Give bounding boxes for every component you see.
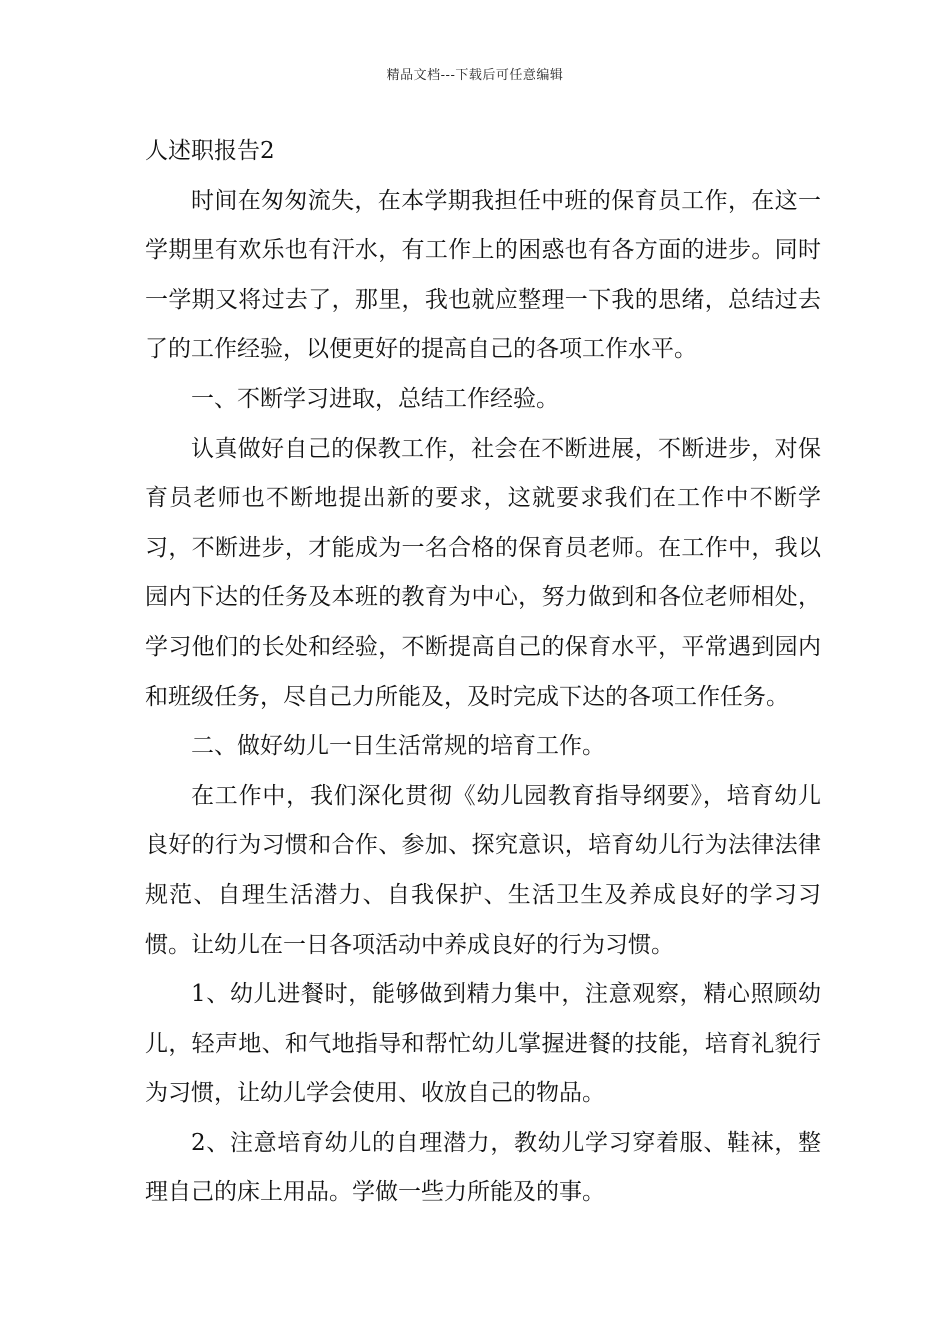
paragraph-section-1: 认真做好自己的保教工作，社会在不断进展，不断进步，对保育员老师也不断地提出新的要求，这就要求我们在工作中不断学习，不断进步，才能成为一名合格的保育员老师。在工作中，我以园内下达的任务及本班的教育为中心，努力做到和各位老师相处，学习他们的长处和经验，不断提高自己的保育水平，平常遇到园内和班级任务，尽自己力所能及，及时完成下达的各项工作任务。 [145, 435, 821, 710]
section-heading-1: 一、不断学习进取，总结工作经验。 [191, 385, 559, 412]
page-header: 精品文档---下载后可任意编辑 [386, 68, 564, 83]
list-item-1: 1、幼儿进餐时，能够做到精力集中，注意观察，精心照顾幼儿，轻声地、和气地指导和帮忙幼儿掌握进餐的技能，培育礼貌行为习惯，让幼儿学会使用、收放自己的物品。 [145, 981, 821, 1107]
list-item-2: 2、注意培育幼儿的自理潜力，教幼儿学习穿着服、鞋袜，整理自己的床上用品。学做一些力所能及的事。 [145, 1129, 821, 1206]
document-title: 人述职报告2 [145, 138, 275, 164]
section-heading-2: 二、做好幼儿一日生活常规的培育工作。 [191, 733, 605, 760]
document-body [145, 127, 821, 1218]
paragraph-intro: 时间在匆匆流失，在本学期我担任中班的保育员工作，在这一学期里有欢乐也有汗水，有工作上的困惑也有各方面的进步。同时一学期又将过去了，那里，我也就应整理一下我的思绪，总结过去了的工作经验，以便更好的提高自己的各项工作水平。 [145, 187, 821, 363]
paragraph-section-2: 在工作中，我们深化贯彻《幼儿园教育指导纲要》，培育幼儿良好的行为习惯和合作、参加、探究意识，培育幼儿行为法律法律规范、自理生活潜力、自我保护、生活卫生及养成良好的学习习惯。让幼儿在一日各项活动中养成良好的行为习惯。 [145, 782, 821, 958]
